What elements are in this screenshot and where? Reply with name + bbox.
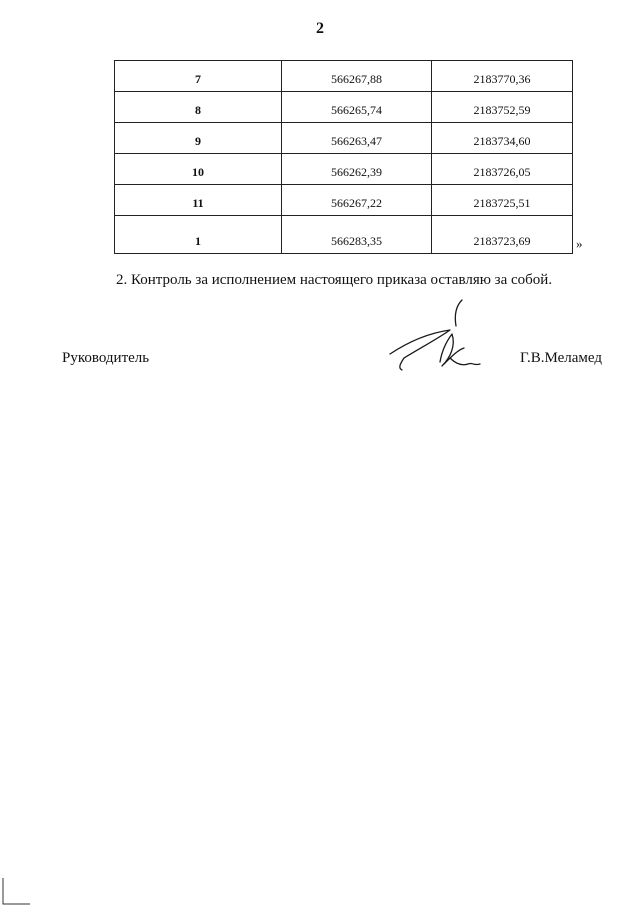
y-coordinate-cell: 2183723,69	[432, 216, 573, 254]
x-coordinate-cell: 566263,47	[282, 123, 432, 154]
table-row	[115, 154, 573, 185]
x-coordinate-cell: 566265,74	[282, 92, 432, 123]
y-coordinate-cell: 2183770,36	[432, 61, 573, 92]
paragraph-control-clause: 2. Контроль за исполнением настоящего приказа оставляю за собой.	[116, 272, 553, 288]
table-row	[115, 61, 573, 92]
point-number-cell: 11	[115, 185, 282, 216]
point-number-cell: 7	[115, 61, 282, 92]
table-row	[115, 92, 573, 123]
x-coordinate-cell: 566267,22	[282, 185, 432, 216]
signatory-name: Г.В.Меламед	[520, 350, 603, 366]
page-number: 2	[316, 20, 324, 37]
table-row	[115, 185, 573, 216]
x-coordinate-cell: 566283,35	[282, 216, 432, 254]
y-coordinate-cell: 2183725,51	[432, 185, 573, 216]
x-coordinate-cell: 566262,39	[282, 154, 432, 185]
point-number-cell: 1	[115, 216, 282, 254]
table-row	[115, 123, 573, 154]
y-coordinate-cell: 2183752,59	[432, 92, 573, 123]
point-number-cell: 9	[115, 123, 282, 154]
signatory-title: Руководитель	[62, 350, 150, 366]
table-row	[115, 216, 573, 254]
coordinates-table	[114, 60, 573, 254]
closing-quote: »	[576, 236, 583, 251]
point-number-cell: 10	[115, 154, 282, 185]
scan-margin-mark	[0, 878, 30, 905]
y-coordinate-cell: 2183734,60	[432, 123, 573, 154]
point-number-cell: 8	[115, 92, 282, 123]
handwritten-signature-icon	[384, 298, 504, 378]
y-coordinate-cell: 2183726,05	[432, 154, 573, 185]
x-coordinate-cell: 566267,88	[282, 61, 432, 92]
